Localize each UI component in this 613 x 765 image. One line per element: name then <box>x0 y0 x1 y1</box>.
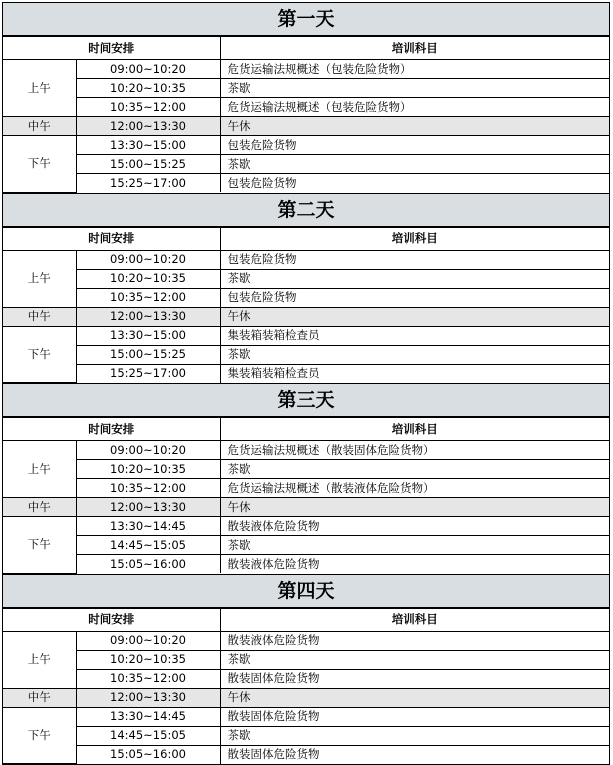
time-column-header: 时间安排 <box>3 227 220 250</box>
time-slot: 10:35~12:00 <box>76 98 220 117</box>
subject-column-header: 培训科目 <box>220 227 609 250</box>
noon-row <box>3 307 609 326</box>
table-row <box>3 650 609 669</box>
time-slot: 14:45~15:05 <box>76 536 220 555</box>
time-slot: 10:20~10:35 <box>76 79 220 98</box>
time-slot: 10:35~12:00 <box>76 479 220 498</box>
period-label: 上午 <box>3 631 76 688</box>
period-label: 上午 <box>3 441 76 498</box>
table-header-row <box>3 227 609 250</box>
time-slot: 10:20~10:35 <box>76 650 220 669</box>
period-label: 下午 <box>3 136 76 193</box>
day-schedule-table <box>3 608 609 765</box>
subject-cell: 茶歇 <box>220 536 609 555</box>
table-row <box>3 250 609 269</box>
period-label: 上午 <box>3 250 76 307</box>
table-header-row <box>3 418 609 441</box>
subject-cell: 包装危险货物 <box>220 250 609 269</box>
table-header-row <box>3 37 609 60</box>
table-row <box>3 98 609 117</box>
time-slot: 13:30~14:45 <box>76 707 220 726</box>
time-slot: 14:45~15:05 <box>76 726 220 745</box>
time-slot: 09:00~10:20 <box>76 250 220 269</box>
time-slot: 10:35~12:00 <box>76 288 220 307</box>
table-row <box>3 155 609 174</box>
subject-cell: 茶歇 <box>220 345 609 364</box>
period-label: 下午 <box>3 707 76 764</box>
subject-cell: 散装固体危险货物 <box>220 707 609 726</box>
table-row <box>3 174 609 193</box>
table-row <box>3 669 609 688</box>
subject-cell: 包装危险货物 <box>220 174 609 193</box>
time-column-header: 时间安排 <box>3 418 220 441</box>
subject-cell: 茶歇 <box>220 650 609 669</box>
time-slot: 12:00~13:30 <box>76 498 220 517</box>
subject-cell: 散装固体危险货物 <box>220 745 609 764</box>
period-label: 中午 <box>3 688 76 707</box>
subject-cell: 午休 <box>220 688 609 707</box>
table-row <box>3 536 609 555</box>
period-label: 下午 <box>3 517 76 574</box>
table-row <box>3 631 609 650</box>
subject-cell: 午休 <box>220 498 609 517</box>
subject-cell: 午休 <box>220 117 609 136</box>
subject-cell: 散装液体危险货物 <box>220 555 609 574</box>
subject-cell: 散装液体危险货物 <box>220 631 609 650</box>
table-row <box>3 269 609 288</box>
time-slot: 15:25~17:00 <box>76 174 220 193</box>
time-slot: 12:00~13:30 <box>76 117 220 136</box>
subject-cell: 午休 <box>220 307 609 326</box>
table-row <box>3 136 609 155</box>
table-row <box>3 726 609 745</box>
subject-cell: 集装箱装箱检查员 <box>220 326 609 345</box>
noon-row <box>3 117 609 136</box>
table-row <box>3 745 609 764</box>
subject-column-header: 培训科目 <box>220 608 609 631</box>
subject-cell: 危货运输法规概述（包装危险货物） <box>220 60 609 79</box>
table-header-row <box>3 608 609 631</box>
table-row <box>3 79 609 98</box>
table-row <box>3 345 609 364</box>
time-column-header: 时间安排 <box>3 608 220 631</box>
period-label: 中午 <box>3 117 76 136</box>
subject-cell: 散装固体危险货物 <box>220 669 609 688</box>
noon-row <box>3 688 609 707</box>
day-schedule-table <box>3 417 609 574</box>
time-slot: 12:00~13:30 <box>76 307 220 326</box>
table-row <box>3 479 609 498</box>
table-row <box>3 288 609 307</box>
noon-row <box>3 498 609 517</box>
subject-column-header: 培训科目 <box>220 418 609 441</box>
subject-cell: 危货运输法规概述（散装固体危险货物） <box>220 441 609 460</box>
day-title: 第一天 <box>3 3 609 36</box>
time-slot: 10:20~10:35 <box>76 460 220 479</box>
time-slot: 15:25~17:00 <box>76 364 220 383</box>
time-slot: 13:30~15:00 <box>76 326 220 345</box>
day-block <box>2 575 610 765</box>
time-slot: 09:00~10:20 <box>76 60 220 79</box>
subject-cell: 危货运输法规概述（散装液体危险货物） <box>220 479 609 498</box>
table-row <box>3 60 609 79</box>
day-title: 第三天 <box>3 384 609 417</box>
time-column-header: 时间安排 <box>3 37 220 60</box>
table-row <box>3 441 609 460</box>
day-title: 第二天 <box>3 194 609 227</box>
time-slot: 10:35~12:00 <box>76 669 220 688</box>
time-slot: 09:00~10:20 <box>76 441 220 460</box>
period-label: 下午 <box>3 326 76 383</box>
subject-cell: 包装危险货物 <box>220 288 609 307</box>
time-slot: 15:00~15:25 <box>76 345 220 364</box>
subject-cell: 散装液体危险货物 <box>220 517 609 536</box>
table-row <box>3 364 609 383</box>
period-label: 中午 <box>3 307 76 326</box>
table-row <box>3 517 609 536</box>
training-schedule <box>2 2 610 765</box>
subject-cell: 茶歇 <box>220 460 609 479</box>
time-slot: 13:30~15:00 <box>76 136 220 155</box>
day-schedule-table <box>3 36 609 193</box>
time-slot: 15:05~16:00 <box>76 745 220 764</box>
time-slot: 10:20~10:35 <box>76 269 220 288</box>
subject-cell: 茶歇 <box>220 269 609 288</box>
time-slot: 15:05~16:00 <box>76 555 220 574</box>
subject-column-header: 培训科目 <box>220 37 609 60</box>
time-slot: 13:30~14:45 <box>76 517 220 536</box>
table-row <box>3 326 609 345</box>
day-block <box>2 384 610 575</box>
time-slot: 12:00~13:30 <box>76 688 220 707</box>
day-block <box>2 2 610 194</box>
day-block <box>2 194 610 385</box>
subject-cell: 包装危险货物 <box>220 136 609 155</box>
time-slot: 09:00~10:20 <box>76 631 220 650</box>
subject-cell: 茶歇 <box>220 79 609 98</box>
table-row <box>3 707 609 726</box>
table-row <box>3 555 609 574</box>
subject-cell: 危货运输法规概述（包装危险货物） <box>220 98 609 117</box>
period-label: 中午 <box>3 498 76 517</box>
table-row <box>3 460 609 479</box>
subject-cell: 茶歇 <box>220 726 609 745</box>
time-slot: 15:00~15:25 <box>76 155 220 174</box>
day-schedule-table <box>3 227 609 384</box>
period-label: 上午 <box>3 60 76 117</box>
subject-cell: 集装箱装箱检查员 <box>220 364 609 383</box>
day-title: 第四天 <box>3 575 609 608</box>
subject-cell: 茶歇 <box>220 155 609 174</box>
